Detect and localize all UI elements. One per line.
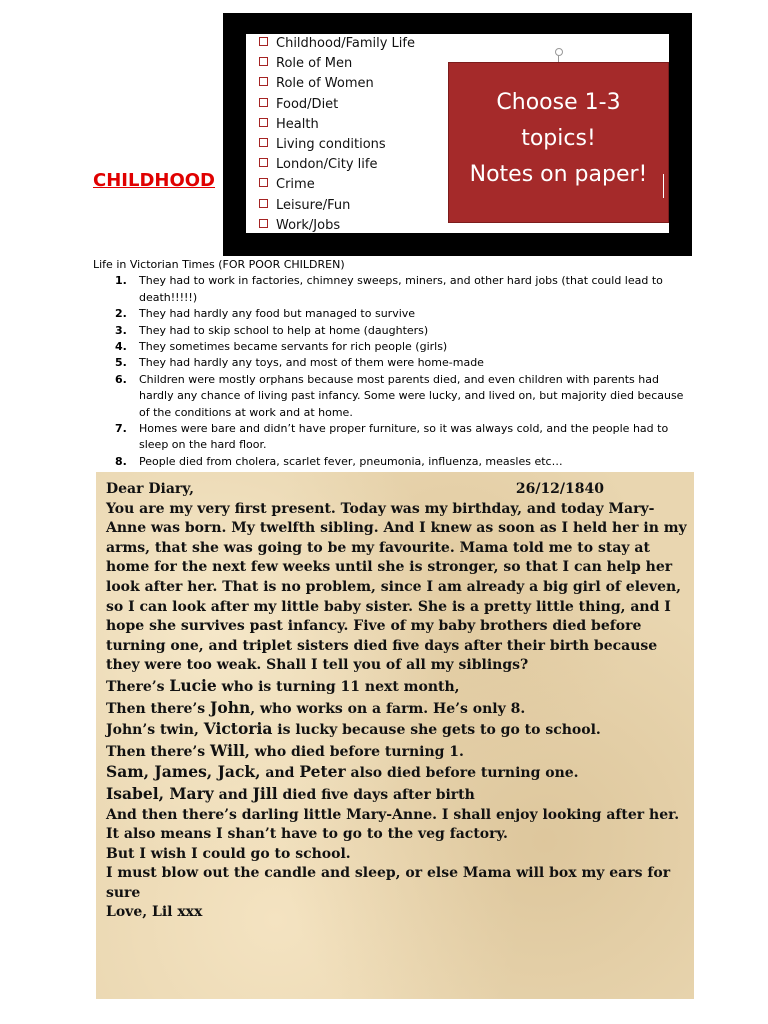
topic-item: Leisure/Fun	[259, 196, 415, 216]
fact-item: 6. Children were mostly orphans because most parents died, and even children with parents had hardly any chance of living past infancy. Some were lucky, and lived on, but majority died because of the conditions at work and at home.	[115, 372, 684, 419]
square-bullet-icon	[259, 199, 268, 208]
topic-item: Work/Jobs	[259, 216, 415, 236]
topic-item: London/City life	[259, 155, 415, 175]
diary-greeting: Dear Diary,	[106, 481, 194, 497]
diary-line: It also means I shan’t have to go to the veg factory.	[106, 826, 508, 843]
diary-line: And then there’s darling little Mary-Anne. I shall enjoy looking after her.	[106, 806, 680, 823]
topic-item: Living conditions	[259, 135, 415, 155]
diary-line: There’s Lucie who is turning 11 next month,	[106, 675, 460, 695]
diary-line: Isabel, Mary and Jill died five days after birth	[106, 783, 475, 803]
facts-title: Life in Victorian Times (FOR POOR CHILDREN)	[93, 258, 345, 271]
diary-signoff: Love, Lil xxx	[106, 904, 203, 921]
page-heading: CHILDHOOD	[93, 170, 215, 191]
square-bullet-icon	[259, 57, 268, 66]
topic-item: Role of Women	[259, 74, 415, 94]
square-bullet-icon	[259, 98, 268, 107]
topic-item: Role of Men	[259, 54, 415, 74]
diary-entry	[96, 472, 694, 999]
fact-item: 2. They had hardly any food but managed to survive	[115, 307, 416, 321]
callout-line: Choose 1-3	[496, 90, 621, 115]
diary-line: I must blow out the candle and sleep, or else Mama will box my ears for sure	[106, 865, 671, 901]
diary-line: But I wish I could go to school.	[106, 845, 351, 862]
fact-item: 5. They had hardly any toys, and most of them were home-made	[115, 356, 484, 370]
square-bullet-icon	[259, 77, 268, 86]
rotate-handle-icon	[555, 48, 563, 56]
rotate-handle-line	[558, 55, 559, 62]
fact-item: 4. They sometimes became servants for rich people (girls)	[115, 340, 448, 354]
topics-slide-image	[223, 13, 692, 256]
diary-date: 26/12/1840	[515, 481, 604, 497]
topic-item: Health	[259, 115, 415, 135]
callout-line: topics!	[521, 126, 596, 151]
diary-paragraph: You are my very first present. Today was my birthday, and today Mary-Anne was born. My twelfth sibling. And I knew as soon as I held her in my arms, that she was going to be my favourite. Mama told me to stay at home for the next few weeks until she is stronger, so that I can help her look after her. That is no problem, since I am already a big girl of eleven, so I can look after my little baby sister. She is a pretty little thing, and I hope she survives past infancy. Five of my baby brothers died before turning one, and triplet sisters died five days after their birth because they were too weak. Shall I tell you of all my siblings?	[106, 500, 687, 674]
fact-item: 7. Homes were bare and didn’t have proper furniture, so it was always cold, and the people had to sleep on the hard floor.	[115, 422, 669, 452]
text-cursor-icon	[663, 174, 664, 198]
facts-section	[93, 257, 693, 470]
topic-list	[259, 34, 415, 236]
square-bullet-icon	[259, 178, 268, 187]
square-bullet-icon	[259, 37, 268, 46]
diary-line: Sam, James, Jack, and Peter also died before turning one.	[106, 762, 579, 782]
diary-line: Then there’s John, who works on a farm. He’s only 8.	[106, 697, 526, 717]
topic-item: Childhood/Family Life	[259, 34, 415, 54]
facts-list	[93, 273, 693, 470]
square-bullet-icon	[259, 158, 268, 167]
fact-item: 8. People died from cholera, scarlet fever, pneumonia, influenza, measles etc…	[115, 454, 563, 468]
square-bullet-icon	[259, 219, 268, 228]
square-bullet-icon	[259, 118, 268, 127]
callout-box	[448, 62, 669, 223]
topics-slide	[246, 34, 669, 233]
topic-item: Food/Diet	[259, 95, 415, 115]
square-bullet-icon	[259, 138, 268, 147]
diary-line: John’s twin, Victoria is lucky because she gets to go to school.	[106, 719, 601, 739]
fact-item: 3. They had to skip school to help at home (daughters)	[115, 323, 429, 337]
topic-item: Crime	[259, 175, 415, 195]
fact-item: 1. They had to work in factories, chimney sweeps, miners, and other hard jobs (that could lead to death!!!!!)	[115, 274, 663, 304]
diary-line: Then there’s Will, who died before turning 1.	[106, 740, 464, 760]
callout-line: Notes on paper!	[469, 162, 648, 187]
diary-text	[106, 480, 692, 923]
